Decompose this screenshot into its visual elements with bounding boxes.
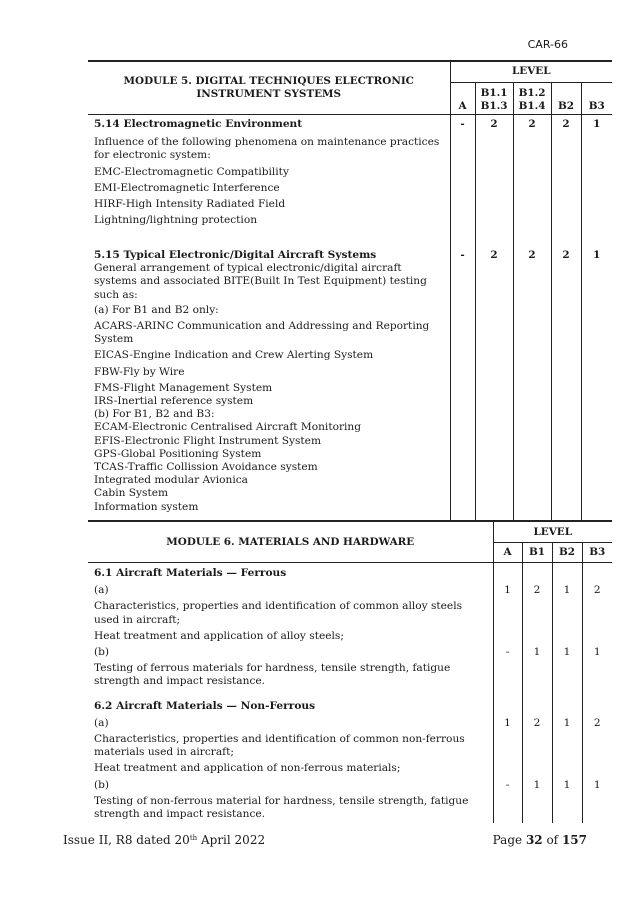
- module5-level-label: LEVEL: [450, 61, 612, 83]
- level-value: 2: [582, 563, 612, 601]
- module5-col-b2: B2: [551, 83, 581, 115]
- list-item: Testing of non-ferrous material for hardness, tensile strength, fatigue strength and impact resistance.: [94, 794, 469, 821]
- level-value: 1: [581, 246, 612, 520]
- list-item: Heat treatment and application of alloy steels;: [94, 629, 344, 642]
- level-value: -: [450, 115, 475, 247]
- section-heading: 5.14 Electromagnetic Environment: [94, 118, 303, 130]
- list-item: Cabin System: [94, 487, 169, 500]
- section-heading: 6.2 Aircraft Materials — Non-Ferrous: [94, 699, 316, 712]
- level-value: 2: [475, 246, 513, 520]
- module6-title: MODULE 6. MATERIALS AND HARDWARE: [88, 521, 493, 563]
- level-value: 1: [552, 600, 582, 662]
- list-item: Influence of the following phenomena on maintenance practices for electronic system:: [94, 136, 440, 162]
- list-item: Heat treatment and application of non-ferrous materials;: [94, 762, 401, 775]
- module6-col-a: A: [493, 543, 522, 563]
- module5-col-b3: B3: [581, 83, 612, 115]
- module6-table: [88, 520, 612, 823]
- sub-label: (a): [94, 716, 109, 729]
- module5-table: [88, 60, 612, 521]
- level-value: 2: [582, 697, 612, 733]
- module5-title: MODULE 5. DIGITAL TECHNIQUES ELECTRONIC INSTRUMENT SYSTEMS: [88, 61, 450, 115]
- list-item: FBW-Fly by Wire: [94, 365, 185, 378]
- list-item: Information system: [94, 500, 199, 513]
- list-item: Lightning/lightning protection: [94, 214, 258, 227]
- section-6-1-body-a: [88, 600, 493, 662]
- level-value: 2: [551, 115, 581, 247]
- level-value: -: [450, 246, 475, 520]
- section-6-2-body-a: [88, 733, 493, 795]
- level-value: 1: [493, 563, 522, 601]
- section-6-2-body-b: [88, 795, 493, 823]
- level-value: 1: [582, 733, 612, 795]
- module6-col-b1: B1: [522, 543, 552, 563]
- level-value: 1: [552, 563, 582, 601]
- list-item: EMI-Electromagnetic Interference: [94, 181, 280, 194]
- section-6-1-heading: [88, 563, 493, 601]
- level-value: 2: [551, 246, 581, 520]
- section-heading: 6.1 Aircraft Materials — Ferrous: [94, 567, 287, 579]
- list-item: (b) For B1, B2 and B3:: [94, 408, 215, 421]
- module5-col-a: A: [450, 83, 475, 115]
- sub-label: (b): [94, 646, 110, 659]
- module6-level-label: LEVEL: [493, 521, 612, 543]
- list-item: GPS-Global Positioning System: [94, 447, 262, 460]
- sub-label: (b): [94, 778, 110, 791]
- section-5-15: [88, 246, 450, 520]
- module5-col-b12: B1.2 B1.4: [513, 83, 551, 115]
- level-value: -: [493, 600, 522, 662]
- level-value: 2: [522, 697, 552, 733]
- level-value: 1: [552, 697, 582, 733]
- footer-page-number: Page 32 of 157: [492, 833, 587, 847]
- level-value: 1: [493, 697, 522, 733]
- level-value: 2: [513, 115, 551, 247]
- level-value: 1: [582, 600, 612, 662]
- list-item: (a) For B1 and B2 only:: [94, 303, 219, 316]
- list-item: EICAS-Engine Indication and Crew Alerting System: [94, 349, 374, 362]
- list-item: FMS-Flight Management System: [94, 381, 273, 394]
- module6-col-b3: B3: [582, 543, 612, 563]
- list-item: ACARS-ARINC Communication and Addressing and Reporting System: [94, 320, 430, 346]
- section-6-2-heading: [88, 697, 493, 733]
- list-item: General arrangement of typical electronic/digital aircraft systems and associated BITE(Built In Test Equipment) testing such as:: [94, 262, 427, 301]
- section-6-1-body-b: [88, 662, 493, 696]
- level-value: 2: [475, 115, 513, 247]
- section-heading: 5.15 Typical Electronic/Digital Aircraft Systems: [94, 249, 377, 261]
- level-value: -: [493, 733, 522, 795]
- level-value: 2: [513, 246, 551, 520]
- level-value: 2: [522, 563, 552, 601]
- list-item: EMC-Electromagnetic Compatibility: [94, 165, 289, 178]
- footer-issue: Issue II, R8 dated 20th April 2022: [63, 833, 266, 847]
- level-value: 1: [522, 600, 552, 662]
- list-item: Characteristics, properties and identification of common non-ferrous materials used in aircraft;: [94, 733, 465, 759]
- list-item: EFIS-Electronic Flight Instrument System: [94, 434, 321, 447]
- module5-col-b11: B1.1 B1.3: [475, 83, 513, 115]
- level-value: 1: [581, 115, 612, 247]
- sub-label: (a): [94, 584, 109, 597]
- list-item: TCAS-Traffic Collission Avoidance system: [94, 461, 318, 474]
- list-item: Testing of ferrous materials for hardness, tensile strength, fatigue strength and impact resistance.: [94, 662, 451, 688]
- module6-col-b2: B2: [552, 543, 582, 563]
- list-item: IRS-Inertial reference system: [94, 395, 254, 408]
- list-item: ECAM-Electronic Centralised Aircraft Monitoring: [94, 421, 362, 434]
- level-value: 1: [522, 733, 552, 795]
- list-item: Characteristics, properties and identification of common alloy steels used in aircraft;: [94, 600, 463, 626]
- section-5-14: [88, 115, 450, 247]
- document-code: CAR-66: [527, 38, 568, 51]
- list-item: HIRF-High Intensity Radiated Field: [94, 198, 286, 211]
- list-item: Integrated modular Avionica: [94, 474, 248, 487]
- level-value: 1: [552, 733, 582, 795]
